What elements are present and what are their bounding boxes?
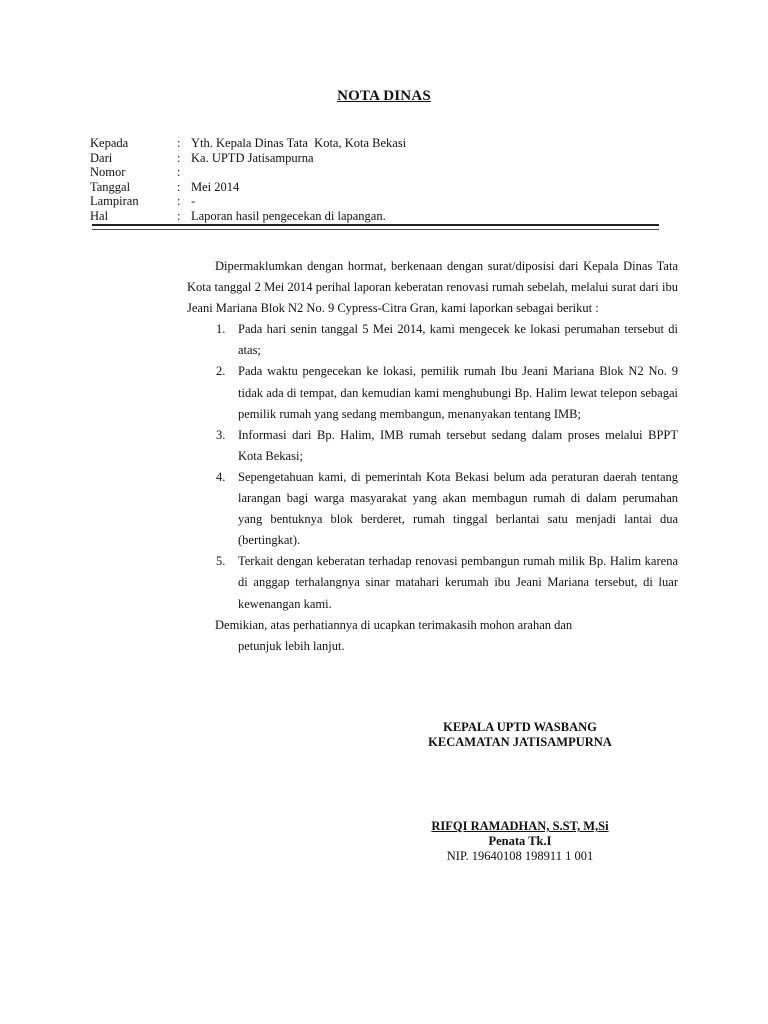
header-colon: :: [177, 194, 181, 209]
position-line-2: KECAMATAN JATISAMPURNA: [428, 734, 612, 749]
list-item: [187, 319, 678, 361]
list-item: [187, 467, 678, 551]
closing-line-2: petunjuk lebih lanjut.: [238, 638, 345, 653]
list-item-text: Sepengetahuan kami, di pemerintah Kota Bekasi belum ada peraturan daerah tentang larangan bagi warga masyarakat yang akan membagun rumah di dalam perumahan yang bentuknya blok berderet, rumah tinggal berlantai satu menjadi lantai dua (bertingkat).: [238, 469, 678, 548]
position-line-1: KEPALA UPTD WASBANG: [443, 720, 597, 734]
header-row-hal: [90, 209, 406, 224]
document-title: NOTA DINAS: [337, 88, 431, 104]
list-item-text: Pada hari senin tanggal 5 Mei 2014, kami mengecek ke lokasi perumahan tersebut di atas;: [238, 322, 678, 358]
header-label: Dari: [90, 150, 113, 165]
header-row-lampiran: [90, 194, 406, 209]
list-item-number: 4.: [216, 469, 226, 484]
header-value: -: [191, 194, 196, 209]
signature-position: [380, 720, 660, 749]
header-value: Yth. Kepala Dinas Tata Kota, Kota Bekasi: [191, 136, 407, 150]
header-label: Hal: [90, 208, 109, 223]
header-label: Kepada: [90, 136, 129, 150]
header-divider-thin: [92, 229, 659, 230]
memo-body: [187, 256, 678, 657]
signatory-nip: NIP. 19640108 198911 1 001: [446, 848, 594, 863]
intro-paragraph: Dipermaklumkan dengan hormat, berkenaan dengan surat/diposisi dari Kepala Dinas Tata Kota tanggal 2 Mei 2014 perihal laporan keberatan renovasi rumah sebelah, melalui surat dari ibu Jeani Mariana Blok N2 No. 9 Cypress-Citra Gran, kami laporkan sebagai berikut :: [187, 259, 678, 316]
header-row-kepada: [90, 136, 406, 151]
header-row-nomor: [90, 165, 406, 180]
header-colon: :: [177, 150, 181, 165]
header-row-tanggal: [90, 180, 406, 195]
header-divider-thick: [92, 224, 659, 226]
list-item-text: Terkait dengan keberatan terhadap renovasi pembangun rumah milik Bp. Halim karena di anggap terhalangnya sinar matahari kerumah ibu Jeani Mariana tersebut, di luar kewenangan kami.: [238, 554, 678, 611]
list-item-text: Pada waktu pengecekan ke lokasi, pemilik rumah Ibu Jeani Mariana Blok N2 No. 9 tidak ada di tempat, dan kemudian kami menghubungi Bp. Halim lewat telepon sebagai pemilik rumah yang sedang membangun, menanyakan tentang IMB;: [238, 364, 678, 421]
header-label: Tanggal: [90, 179, 131, 194]
header-colon: :: [177, 165, 181, 180]
header-label: Lampiran: [90, 194, 139, 209]
header-colon: :: [177, 179, 181, 194]
header-value: Mei 2014: [191, 179, 240, 194]
header-value: Ka. UPTD Jatisampurna: [191, 150, 314, 165]
signatory-name: RIFQI RAMADHAN, S.ST, M,Si: [431, 819, 609, 833]
list-item: [187, 551, 678, 614]
signatory-rank: Penata Tk.I: [488, 833, 552, 848]
header-colon: :: [177, 136, 181, 150]
signature-identity: [380, 819, 660, 863]
header-value: Laporan hasil pengecekan di lapangan.: [191, 208, 386, 223]
list-item-number: 2.: [216, 364, 226, 379]
list-item-number: 3.: [216, 427, 226, 442]
list-item-text: Informasi dari Bp. Halim, IMB rumah tersebut sedang dalam proses melalui BPPT Kota Bekasi;: [238, 427, 678, 463]
list-item: [187, 425, 678, 467]
memo-header: [90, 136, 406, 224]
list-item-number: 5.: [216, 554, 226, 569]
header-colon: :: [177, 208, 181, 223]
header-row-dari: [90, 151, 406, 166]
closing-line-1: Demikian, atas perhatiannya di ucapkan terimakasih mohon arahan dan: [215, 617, 573, 632]
header-label: Nomor: [90, 165, 126, 180]
list-item-number: 1.: [216, 322, 226, 337]
list-item: [187, 361, 678, 424]
report-points-list: [187, 319, 678, 614]
